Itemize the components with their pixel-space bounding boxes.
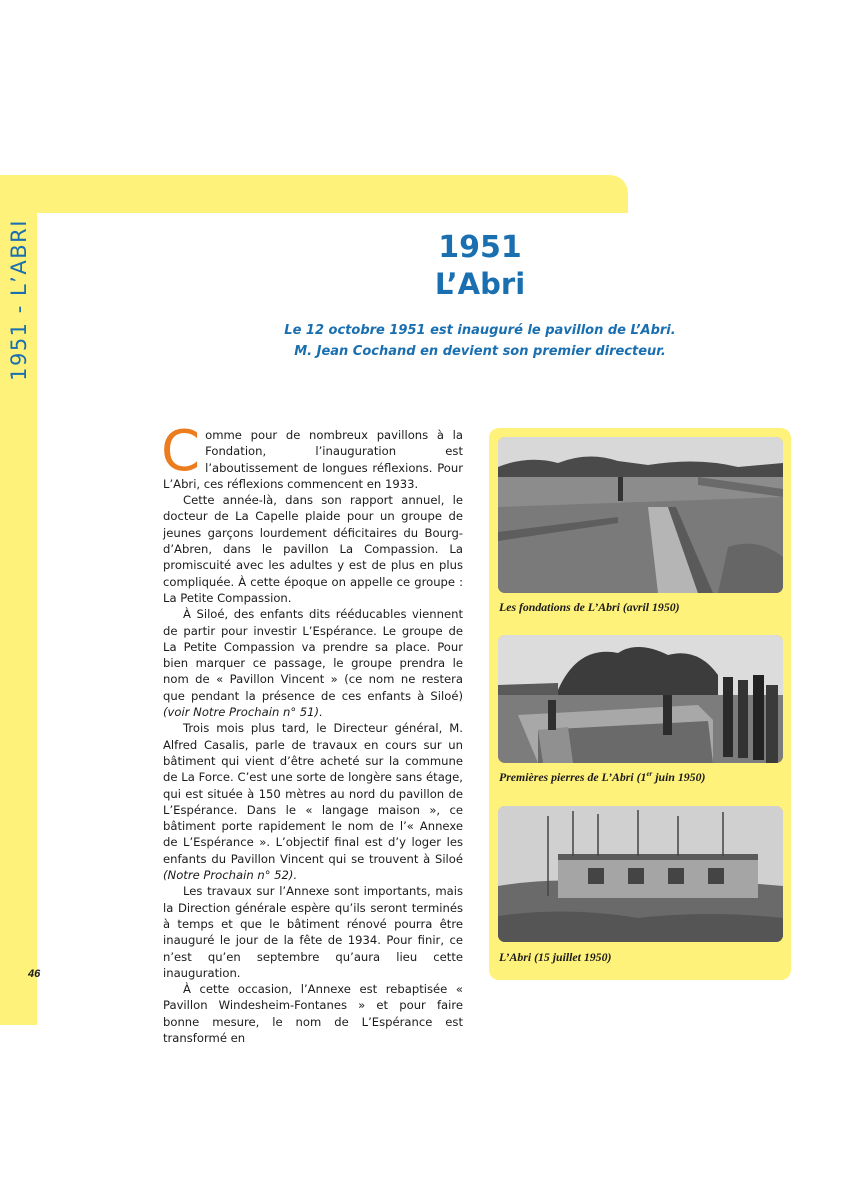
photo-caption: L’Abri (15 juillet 1950) bbox=[499, 950, 612, 964]
subtitle bbox=[270, 320, 690, 362]
photo-abri-july bbox=[498, 806, 783, 942]
subtitle-line-1: Le 12 octobre 1951 est inauguré le pavillon de L’Abri. bbox=[284, 323, 676, 338]
paragraph-5: Les travaux sur l’Annexe sont importants, mais la Direction générale espère qu’ils seront terminés à temps et que le bâtiment rénové pourra être inauguré le jour de la fête de 1934. Pour finir, ce n’est qu’en septembre qu’aura lieu cette inauguration. bbox=[163, 884, 463, 980]
paragraph-1: Comme pour de nombreux pavillons à la Fondation, l’inauguration est l’aboutissement de longues réflexions. Pour L’Abri, ces réflexions commencent en 1933. bbox=[161, 419, 463, 491]
page-year: 1951 bbox=[438, 230, 522, 265]
reference-note: (voir Notre Prochain n° 51). bbox=[163, 705, 323, 720]
photo-caption: Premières pierres de L’Abri (1er juin 1950) bbox=[499, 770, 706, 784]
page-title: L’Abri bbox=[434, 267, 526, 301]
paragraph-4: Trois mois plus tard, le Directeur général, M. Alfred Casalis, parle de travaux en cours sur un bâtiment qui vient d’être acheté sur la commune de La Force. C’est une sorte de longère sans étage, qui est située à 150 mètres au nord du pavillon de L’Espérance. Dans le « langage maison », ce bâtiment porte rapidement le nom de l’« Annexe de L’Espérance ». L’objectif final est d’y loger les enfants du Pavillon Vincent qui se trouvent à Siloé (Notre Prochain n° 52). bbox=[163, 721, 463, 883]
reference-note: (Notre Prochain n° 52). bbox=[163, 868, 298, 883]
photo-first-stones bbox=[498, 635, 783, 763]
paragraph-3: À Siloé, des enfants dits rééducables viennent de partir pour investir L’Espérance. Le groupe de La Petite Compassion va prendre sa place. Pour bien marquer ce passage, le groupe prendra le nom de « Pavillon Vincent » (ce nom ne restera que pendant la présence de ces enfants à Siloé) (voir Notre Prochain n° 51). bbox=[163, 607, 463, 720]
side-title-text: 1951 - L’ABRI bbox=[7, 219, 31, 381]
page-number: 46 bbox=[28, 968, 41, 980]
drop-cap: C bbox=[161, 419, 201, 484]
paragraph-6: À cette occasion, l’Annexe est rebaptisée « Pavillon Windesheim-Fontanes » et pour faire bonne mesure, le nom de L’Espérance est transformé en bbox=[163, 982, 463, 1045]
photo-panel bbox=[489, 428, 791, 980]
paragraph-2: Cette année-là, dans son rapport annuel, le docteur de La Capelle plaide pour un groupe de jeunes garçons lourdement déficitaires du Bourg-d’Abren, dans le pavillon La Compassion. La promiscuité avec les adultes y est de plus en plus compliquée. À cette époque on appelle ce groupe : La Petite Compassion. bbox=[163, 493, 463, 605]
photo-caption: Les fondations de L’Abri (avril 1950) bbox=[499, 600, 680, 614]
side-title bbox=[3, 215, 35, 385]
subtitle-line-2: M. Jean Cochand en devient son premier directeur. bbox=[294, 344, 666, 359]
article-body bbox=[161, 419, 463, 1046]
photo-foundations bbox=[498, 437, 783, 593]
header-band bbox=[0, 175, 628, 213]
